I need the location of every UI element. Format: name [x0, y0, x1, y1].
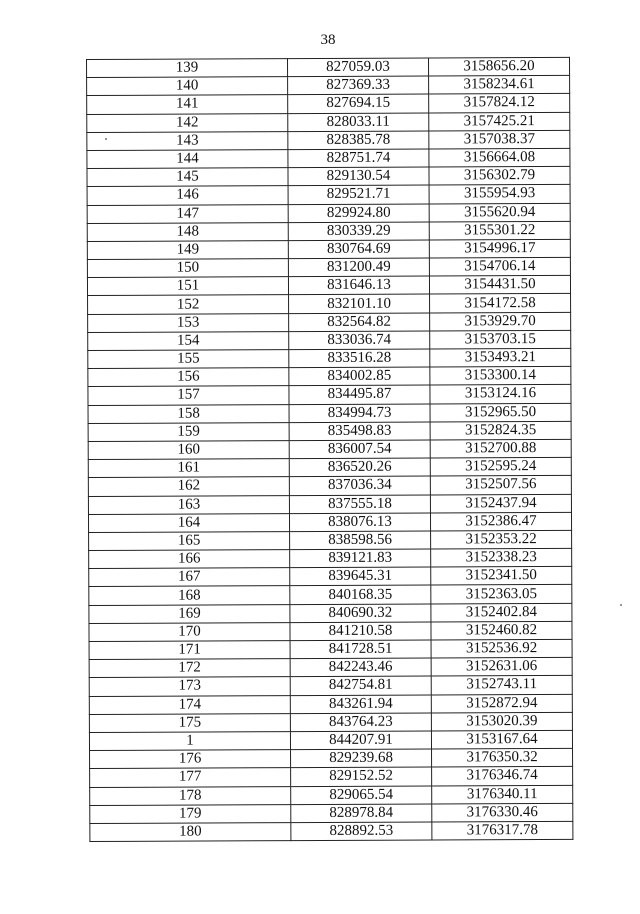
x-coordinate-cell: 830339.29	[288, 222, 429, 241]
x-coordinate-cell: 831200.49	[288, 258, 429, 277]
point-number-cell: 160	[88, 441, 289, 460]
y-coordinate-cell: 3152595.24	[430, 458, 571, 477]
y-coordinate-cell: 3155954.93	[429, 185, 570, 204]
table-row	[88, 458, 571, 478]
point-number-cell: 161	[88, 459, 289, 478]
x-coordinate-cell: 833516.28	[289, 349, 430, 368]
x-coordinate-cell: 843261.94	[290, 695, 431, 714]
point-number-cell: 157	[88, 386, 289, 405]
y-coordinate-cell: 3176350.32	[432, 749, 573, 768]
x-coordinate-cell: 828751.74	[288, 149, 429, 168]
coordinates-table	[86, 57, 573, 842]
x-coordinate-cell: 827059.03	[288, 58, 429, 77]
y-coordinate-cell: 3157038.37	[429, 130, 570, 149]
point-number-cell: 167	[89, 568, 290, 587]
table-row	[87, 203, 570, 223]
x-coordinate-cell: 843764.23	[290, 713, 431, 732]
x-coordinate-cell: 842754.81	[290, 676, 431, 695]
y-coordinate-cell: 3156302.79	[429, 167, 570, 186]
table-row	[88, 294, 571, 314]
y-coordinate-cell: 3152437.94	[430, 494, 571, 513]
point-number-cell: 148	[87, 222, 288, 241]
point-number-cell: 176	[90, 750, 291, 769]
table-row	[89, 639, 572, 659]
table-row	[88, 403, 571, 423]
x-coordinate-cell: 837036.34	[289, 476, 430, 495]
table-row	[89, 585, 572, 605]
table-row	[88, 367, 571, 387]
table-row	[89, 530, 572, 550]
table-row	[88, 385, 571, 405]
y-coordinate-cell: 3152363.05	[431, 585, 572, 604]
table-row	[89, 658, 572, 678]
y-coordinate-cell: 3152402.84	[431, 603, 572, 622]
y-coordinate-cell: 3152631.06	[431, 658, 572, 677]
point-number-cell: 152	[88, 295, 289, 314]
point-number-cell: 147	[87, 204, 288, 223]
y-coordinate-cell: 3154172.58	[430, 294, 571, 313]
table-row	[89, 676, 572, 696]
point-number-cell: 153	[88, 313, 289, 332]
table-row	[87, 94, 570, 114]
point-number-cell: 173	[89, 677, 290, 696]
y-coordinate-cell: 3153167.64	[431, 730, 572, 749]
scan-speck	[105, 138, 107, 140]
table-row	[88, 348, 571, 368]
table-row	[87, 76, 570, 96]
y-coordinate-cell: 3152700.88	[430, 439, 571, 458]
point-number-cell: 156	[88, 368, 289, 387]
y-coordinate-cell: 3152338.23	[431, 548, 572, 567]
y-coordinate-cell: 3155301.22	[429, 221, 570, 240]
point-number-cell: 159	[88, 422, 289, 441]
y-coordinate-cell: 3152353.22	[431, 530, 572, 549]
table-row	[89, 621, 572, 641]
x-coordinate-cell: 834495.87	[289, 385, 430, 404]
x-coordinate-cell: 839121.83	[290, 549, 431, 568]
x-coordinate-cell: 840168.35	[290, 585, 431, 604]
x-coordinate-cell: 828385.78	[288, 131, 429, 150]
x-coordinate-cell: 829239.68	[291, 749, 432, 768]
y-coordinate-cell: 3157824.12	[429, 94, 570, 113]
x-coordinate-cell: 828033.11	[288, 113, 429, 132]
point-number-cell: 155	[88, 350, 289, 369]
point-number-cell: 162	[88, 477, 289, 496]
point-number-cell: 158	[88, 404, 289, 423]
y-coordinate-cell: 3152743.11	[431, 676, 572, 695]
point-number-cell: 140	[87, 77, 288, 96]
point-number-cell: 141	[87, 95, 288, 114]
y-coordinate-cell: 3152965.50	[430, 403, 571, 422]
table-row	[87, 221, 570, 241]
table-row	[88, 421, 571, 441]
table-row	[90, 767, 573, 787]
point-number-cell: 174	[89, 695, 290, 714]
table-row	[87, 276, 570, 296]
point-number-cell: 163	[88, 495, 289, 514]
x-coordinate-cell: 831646.13	[288, 276, 429, 295]
x-coordinate-cell: 827369.33	[288, 76, 429, 95]
table-row	[87, 257, 570, 277]
y-coordinate-cell: 3158656.20	[428, 57, 569, 76]
x-coordinate-cell: 844207.91	[290, 731, 431, 750]
scan-speck	[620, 604, 622, 606]
y-coordinate-cell: 3176317.78	[432, 821, 573, 840]
y-coordinate-cell: 3152824.35	[430, 421, 571, 440]
point-number-cell: 145	[87, 168, 288, 187]
x-coordinate-cell: 836520.26	[289, 458, 430, 477]
x-coordinate-cell: 841728.51	[290, 640, 431, 659]
point-number-cell: 146	[87, 186, 288, 205]
y-coordinate-cell: 3154996.17	[429, 239, 570, 258]
point-number-cell: 170	[89, 622, 290, 641]
y-coordinate-cell: 3152341.50	[431, 567, 572, 586]
table-row	[89, 603, 572, 623]
y-coordinate-cell: 3154431.50	[429, 276, 570, 295]
y-coordinate-cell: 3154706.14	[429, 257, 570, 276]
table-row	[87, 112, 570, 132]
y-coordinate-cell: 3153703.15	[430, 330, 571, 349]
page-number: 38	[320, 32, 336, 48]
coordinates-table-body	[87, 57, 573, 841]
table-row	[87, 185, 570, 205]
table-row	[89, 567, 572, 587]
x-coordinate-cell: 842243.46	[290, 658, 431, 677]
table-row	[89, 548, 572, 568]
point-number-cell: 151	[87, 277, 288, 296]
point-number-cell: 175	[89, 713, 290, 732]
x-coordinate-cell: 834994.73	[289, 404, 430, 423]
table-row	[87, 57, 570, 77]
point-number-cell: 177	[90, 768, 291, 787]
point-number-cell: 166	[89, 550, 290, 569]
table-row	[88, 312, 571, 332]
point-number-cell: 179	[90, 804, 291, 823]
table-row	[87, 167, 570, 187]
x-coordinate-cell: 841210.58	[290, 622, 431, 641]
y-coordinate-cell: 3157425.21	[429, 112, 570, 131]
x-coordinate-cell: 829130.54	[288, 167, 429, 186]
point-number-cell: 150	[87, 259, 288, 278]
x-coordinate-cell: 829924.80	[288, 204, 429, 223]
point-number-cell: 164	[88, 513, 289, 532]
x-coordinate-cell: 840690.32	[290, 604, 431, 623]
y-coordinate-cell: 3153020.39	[431, 712, 572, 731]
y-coordinate-cell: 3152386.47	[430, 512, 571, 531]
point-number-cell: 180	[90, 822, 291, 841]
x-coordinate-cell: 833036.74	[289, 331, 430, 350]
y-coordinate-cell: 3158234.61	[429, 76, 570, 95]
table-row	[88, 494, 571, 514]
y-coordinate-cell: 3153929.70	[430, 312, 571, 331]
y-coordinate-cell: 3155620.94	[429, 203, 570, 222]
point-number-cell: 169	[89, 604, 290, 623]
table-row	[89, 694, 572, 714]
point-number-cell: 168	[89, 586, 290, 605]
table-row	[87, 239, 570, 259]
table-row	[87, 148, 570, 168]
x-coordinate-cell: 839645.31	[290, 567, 431, 586]
x-coordinate-cell: 829152.52	[291, 767, 432, 786]
table-row	[90, 803, 573, 823]
x-coordinate-cell: 838598.56	[290, 531, 431, 550]
y-coordinate-cell: 3152536.92	[431, 639, 572, 658]
point-number-cell: 142	[87, 113, 288, 132]
point-number-cell: 165	[89, 531, 290, 550]
table-row	[88, 439, 571, 459]
point-number-cell: 144	[87, 150, 288, 169]
y-coordinate-cell: 3153124.16	[430, 385, 571, 404]
table-row	[88, 512, 571, 532]
point-number-cell: 171	[89, 641, 290, 660]
y-coordinate-cell: 3176346.74	[432, 767, 573, 786]
x-coordinate-cell: 834002.85	[289, 367, 430, 386]
x-coordinate-cell: 829521.71	[288, 185, 429, 204]
x-coordinate-cell: 827694.15	[288, 94, 429, 113]
point-number-cell: 149	[87, 240, 288, 259]
point-number-cell: 172	[89, 659, 290, 678]
x-coordinate-cell: 830764.69	[288, 240, 429, 259]
y-coordinate-cell: 3176340.11	[432, 785, 573, 804]
point-number-cell: 143	[87, 131, 288, 150]
x-coordinate-cell: 832101.10	[289, 294, 430, 313]
x-coordinate-cell: 837555.18	[289, 495, 430, 514]
y-coordinate-cell: 3176330.46	[432, 803, 573, 822]
x-coordinate-cell: 832564.82	[289, 313, 430, 332]
x-coordinate-cell: 838076.13	[289, 513, 430, 532]
y-coordinate-cell: 3152872.94	[431, 694, 572, 713]
y-coordinate-cell: 3153300.14	[430, 367, 571, 386]
point-number-cell: 154	[88, 331, 289, 350]
table-row	[89, 712, 572, 732]
x-coordinate-cell: 835498.83	[289, 422, 430, 441]
point-number-cell: 178	[90, 786, 291, 805]
x-coordinate-cell: 828892.53	[291, 822, 432, 841]
x-coordinate-cell: 836007.54	[289, 440, 430, 459]
table-row	[87, 130, 570, 150]
y-coordinate-cell: 3156664.08	[429, 148, 570, 167]
table-row	[89, 730, 572, 750]
y-coordinate-cell: 3153493.21	[430, 348, 571, 367]
y-coordinate-cell: 3152460.82	[431, 621, 572, 640]
point-number-cell: 139	[87, 59, 288, 78]
y-coordinate-cell: 3152507.56	[430, 476, 571, 495]
x-coordinate-cell: 828978.84	[291, 804, 432, 823]
table-row	[90, 749, 573, 769]
table-row	[88, 476, 571, 496]
table-row	[88, 330, 571, 350]
point-number-cell: 1	[89, 732, 290, 751]
table-row	[90, 785, 573, 805]
table-row	[90, 821, 573, 841]
x-coordinate-cell: 829065.54	[291, 785, 432, 804]
